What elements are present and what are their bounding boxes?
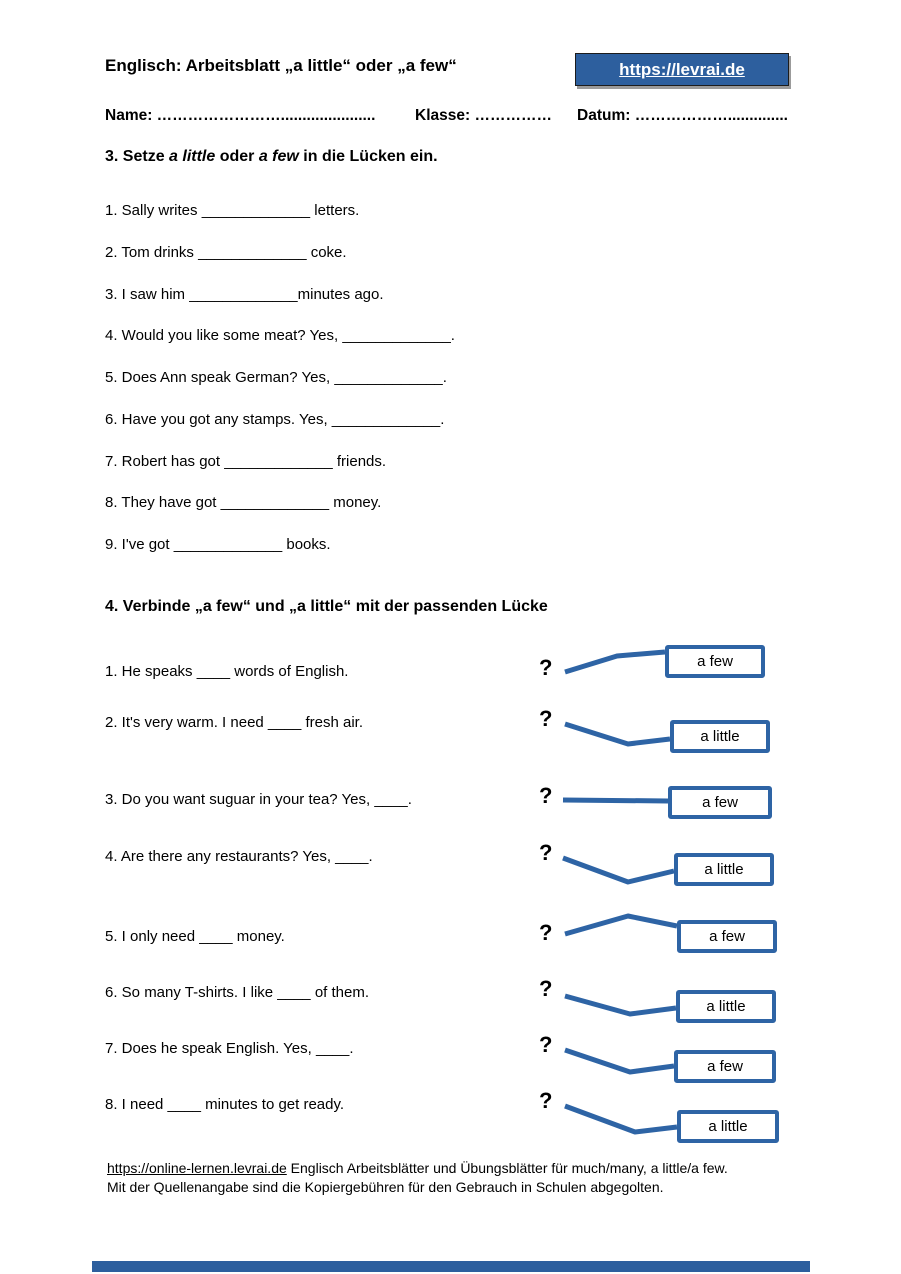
exercise3-heading-part: in die Lücken ein. <box>298 148 438 165</box>
answer-box-a-few: a few <box>677 920 777 953</box>
exercise4-sentence: 7. Does he speak English. Yes, ____. <box>105 1040 354 1057</box>
question-mark: ? <box>539 783 553 808</box>
exercise4-sentence: 8. I need ____ minutes to get ready. <box>105 1096 345 1113</box>
question-mark: ? <box>539 840 553 865</box>
question-mark: ? <box>539 920 553 945</box>
connector-line <box>565 996 676 1014</box>
levrai-link[interactable]: https://levrai.de <box>619 59 745 79</box>
exercise3-item: 5. Does Ann speak German? Yes, _____________. <box>105 369 447 386</box>
connector-line <box>565 1106 677 1132</box>
answer-box-a-little: a little <box>670 720 770 753</box>
question-mark: ? <box>539 706 553 731</box>
exercise4-sentence: 3. Do you want suguar in your tea? Yes, ____. <box>105 791 412 808</box>
exercise3-item: 9. I've got _____________ books. <box>105 536 331 553</box>
exercise3-heading <box>105 148 438 166</box>
exercise3-heading-part: oder <box>215 148 259 165</box>
exercise4-sentence: 6. So many T-shirts. I like ____ of them. <box>105 984 370 1001</box>
answer-box-a-little: a little <box>674 853 774 886</box>
exercise4-sentence: 5. I only need ____ money. <box>105 928 285 945</box>
question-mark: ? <box>539 1088 553 1113</box>
exercise3-item: 4. Would you like some meat? Yes, _____________. <box>105 327 455 345</box>
exercise4-sentence: 4. Are there any restaurants? Yes, ____. <box>105 848 373 865</box>
footer-line2: Mit der Quellenangabe sind die Kopiergebühren für den Gebrauch in Schulen abgegolten. <box>107 1179 664 1195</box>
exercise3-item: 3. I saw him _____________minutes ago. <box>105 285 384 303</box>
answer-box-a-little: a little <box>676 990 776 1023</box>
name-field-label: Name: ……………………...................... <box>105 107 376 124</box>
klasse-field-label: Klasse: …………… <box>415 107 552 124</box>
exercise3-item: 7. Robert has got _____________ friends. <box>105 452 387 470</box>
question-mark: ? <box>539 1032 553 1057</box>
connector-line <box>565 1050 674 1072</box>
exercise3-item: 2. Tom drinks _____________ coke. <box>105 243 347 261</box>
exercise3-heading-part: 3. Setze <box>105 148 170 165</box>
connector-line <box>565 916 677 934</box>
levrai-link-box[interactable] <box>575 53 789 86</box>
answer-box-a-few: a few <box>665 645 765 678</box>
exercise3-heading-italic-part: a few <box>258 148 299 165</box>
connector-line <box>565 724 670 744</box>
footer-line1 <box>107 1160 728 1176</box>
exercise3-item: 6. Have you got any stamps. Yes, _____________. <box>105 410 445 428</box>
connector-line <box>563 858 674 882</box>
exercise4-sentence: 2. It's very warm. I need ____ fresh air. <box>105 714 363 731</box>
exercise4-sentence: 1. He speaks ____ words of English. <box>105 663 349 680</box>
bottom-accent-bar <box>92 1261 810 1272</box>
answer-box-a-few: a few <box>668 786 772 819</box>
connector-line <box>563 800 668 801</box>
question-mark: ? <box>539 655 553 680</box>
answer-box-a-little: a little <box>677 1110 779 1143</box>
exercise3-item: 1. Sally writes _____________ letters. <box>105 202 360 219</box>
footer-line1-text: Englisch Arbeitsblätter und Übungsblätter für much/many, a little/a few. <box>286 1160 728 1176</box>
connector-line <box>565 652 665 672</box>
footer-link[interactable]: https://online-lernen.levrai.de <box>107 1160 287 1176</box>
page-title: Englisch: Arbeitsblatt „a little“ oder „a few“ <box>105 56 457 75</box>
answer-box-a-few: a few <box>674 1050 776 1083</box>
exercise4-heading: 4. Verbinde „a few“ und „a little“ mit der passenden Lücke <box>105 598 548 615</box>
question-mark: ? <box>539 976 553 1001</box>
datum-field-label: Datum: ……………….............. <box>577 107 788 124</box>
exercise3-item: 8. They have got _____________ money. <box>105 494 382 512</box>
exercise3-heading-italic-part: a little <box>169 148 216 165</box>
